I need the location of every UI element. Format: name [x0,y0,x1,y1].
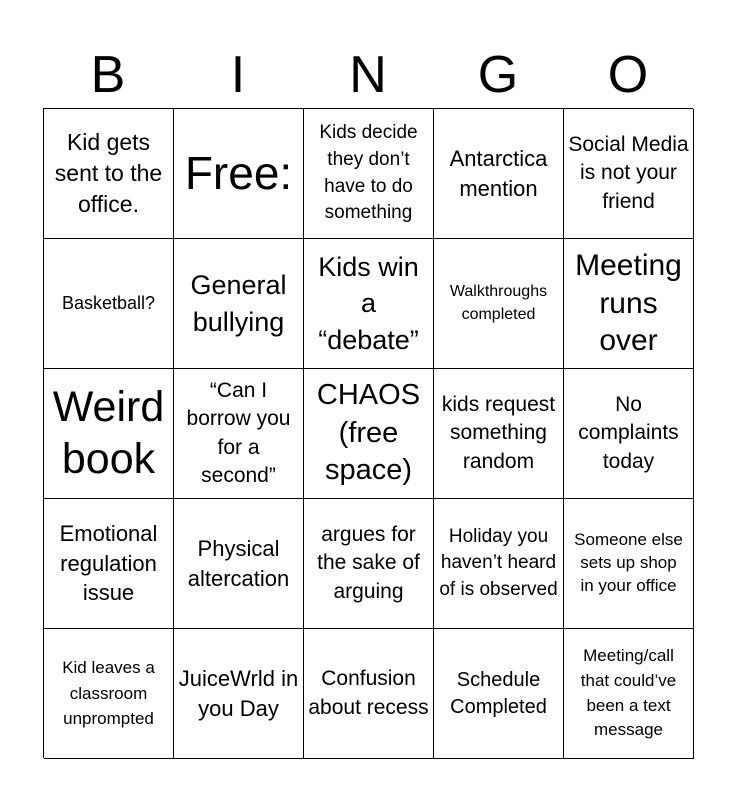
bingo-cell-r5c1[interactable]: Kid leaves a classroom unprompted [44,629,174,759]
bingo-cell-r5c5[interactable]: Meeting/call that could’ve been a text message [564,629,694,759]
bingo-cell-r3c2[interactable]: “Can I borrow you for a second” [174,369,304,499]
bingo-cell-r5c3[interactable]: Confusion about recess [304,629,434,759]
bingo-cell-r4c3[interactable]: argues for the sake of arguing [304,499,434,629]
bingo-cell-r4c2[interactable]: Physical altercation [174,499,304,629]
bingo-cell-r1c5[interactable]: Social Media is not your friend [564,109,694,239]
bingo-cell-r4c1[interactable]: Emotional regulation issue [44,499,174,629]
bingo-cell-r2c1[interactable]: Basketball? [44,239,174,369]
bingo-cell-r5c4[interactable]: Schedule Completed [434,629,564,759]
bingo-header [43,42,693,108]
bingo-grid [43,108,693,758]
bingo-cell-r4c5[interactable]: Someone else sets up shop in your office [564,499,694,629]
bingo-cell-r3c3[interactable]: CHAOS (free space) [304,369,434,499]
bingo-cell-r1c3[interactable]: Kids decide they don’t have to do something [304,109,434,239]
bingo-cell-r2c4[interactable]: Walkthroughs completed [434,239,564,369]
bingo-cell-r3c4[interactable]: kids request something random [434,369,564,499]
bingo-cell-r3c1[interactable]: Weird book [44,369,174,499]
bingo-cell-r3c5[interactable]: No complaints today [564,369,694,499]
bingo-cell-r4c4[interactable]: Holiday you haven’t heard of is observed [434,499,564,629]
bingo-cell-r2c5[interactable]: Meeting runs over [564,239,694,369]
bingo-cell-r2c3[interactable]: Kids win a “debate” [304,239,434,369]
bingo-cell-r1c1[interactable]: Kid gets sent to the office. [44,109,174,239]
bingo-cell-r1c4[interactable]: Antarctica mention [434,109,564,239]
bingo-cell-r2c2[interactable]: General bullying [174,239,304,369]
bingo-cell-r1c2[interactable]: Free: [174,109,304,239]
bingo-cell-r5c2[interactable]: JuiceWrld in you Day [174,629,304,759]
header-letter-g: G [477,46,519,104]
header-letter-b: B [90,46,126,104]
header-letter-o: O [607,46,649,104]
header-letter-n: N [349,46,387,104]
header-letter-i: I [230,46,246,104]
